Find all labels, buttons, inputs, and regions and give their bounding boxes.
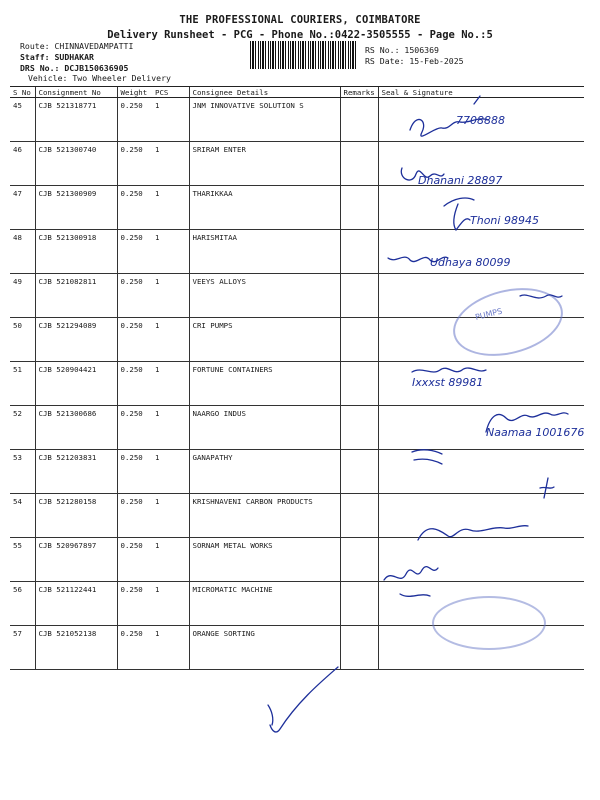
cell-sno: 48 bbox=[10, 230, 35, 274]
cell-seal-signature bbox=[378, 406, 584, 450]
cell-consignment-no: CJB 521300918 bbox=[35, 230, 117, 274]
cell-sno: 47 bbox=[10, 186, 35, 230]
cell-consignee-details: SORNAM METAL WORKS bbox=[189, 538, 340, 582]
cell-sno: 52 bbox=[10, 406, 35, 450]
cell-consignment-no: CJB 521300909 bbox=[35, 186, 117, 230]
cell-consignee-details: VEEYS ALLOYS bbox=[189, 274, 340, 318]
handwritten-48: Thoni 98945 bbox=[470, 214, 539, 227]
cell-pcs: 1 bbox=[152, 538, 189, 582]
cell-consignment-no: CJB 521294089 bbox=[35, 318, 117, 362]
cell-remarks bbox=[340, 142, 378, 186]
rs-date: RS Date: 15-Feb-2025 bbox=[365, 56, 464, 66]
cell-weight: 0.250 bbox=[117, 494, 152, 538]
cell-seal-signature bbox=[378, 98, 584, 142]
company-seal-stamp-2 bbox=[432, 596, 546, 650]
col-seal-header: Seal & Signature bbox=[378, 87, 584, 98]
cell-remarks bbox=[340, 494, 378, 538]
cell-remarks bbox=[340, 98, 378, 142]
cell-consignment-no: CJB 521203831 bbox=[35, 450, 117, 494]
table-header-row bbox=[10, 87, 584, 98]
handwritten-49: Udhaya 80099 bbox=[430, 256, 511, 269]
table-row bbox=[10, 362, 584, 406]
runsheet-subtitle: Delivery Runsheet - PCG - Phone No.:0422-3505555 - Page No.:5 bbox=[107, 29, 493, 41]
cell-weight: 0.250 bbox=[117, 318, 152, 362]
cell-remarks bbox=[340, 186, 378, 230]
cell-seal-signature bbox=[378, 362, 584, 406]
cell-consignment-no: CJB 521082811 bbox=[35, 274, 117, 318]
cell-pcs: 1 bbox=[152, 626, 189, 670]
runsheet-table bbox=[10, 86, 584, 670]
cell-pcs: 1 bbox=[152, 230, 189, 274]
cell-pcs: 1 bbox=[152, 142, 189, 186]
col-consignment-header: Consignment No bbox=[35, 87, 117, 98]
cell-consignment-no: CJB 521052138 bbox=[35, 626, 117, 670]
cell-remarks bbox=[340, 274, 378, 318]
cell-weight: 0.250 bbox=[117, 538, 152, 582]
cell-seal-signature bbox=[378, 494, 584, 538]
runsheet-title: THE PROFESSIONAL COURIERS, COIMBATORE bbox=[179, 14, 421, 26]
cell-sno: 57 bbox=[10, 626, 35, 670]
cell-sno: 53 bbox=[10, 450, 35, 494]
cell-sno: 55 bbox=[10, 538, 35, 582]
cell-sno: 54 bbox=[10, 494, 35, 538]
cell-remarks bbox=[340, 626, 378, 670]
drs-label: DRS No.: DCJB150636905 bbox=[20, 63, 129, 73]
cell-consignment-no: CJB 520967897 bbox=[35, 538, 117, 582]
rs-number: RS No.: 1506369 bbox=[365, 45, 439, 55]
cell-consignee-details: SRIRAM ENTER bbox=[189, 142, 340, 186]
cell-remarks bbox=[340, 318, 378, 362]
cell-weight: 0.250 bbox=[117, 142, 152, 186]
table-row bbox=[10, 494, 584, 538]
cell-pcs: 1 bbox=[152, 450, 189, 494]
cell-sno: 56 bbox=[10, 582, 35, 626]
cell-sno: 50 bbox=[10, 318, 35, 362]
stamp-text: PUMPS bbox=[474, 306, 504, 322]
handwritten-52: Naamaa 1001676 bbox=[486, 426, 585, 439]
cell-pcs: 1 bbox=[152, 582, 189, 626]
cell-pcs: 1 bbox=[152, 406, 189, 450]
cell-weight: 0.250 bbox=[117, 230, 152, 274]
cell-consignment-no: CJB 521122441 bbox=[35, 582, 117, 626]
col-pcs-header: PCS bbox=[152, 87, 189, 98]
cell-consignment-no: CJB 521318771 bbox=[35, 98, 117, 142]
table-row bbox=[10, 98, 584, 142]
cell-weight: 0.250 bbox=[117, 274, 152, 318]
cell-consignee-details: ORANGE SORTING bbox=[189, 626, 340, 670]
cell-consignee-details: CRI PUMPS bbox=[189, 318, 340, 362]
table-row bbox=[10, 450, 584, 494]
cell-remarks bbox=[340, 450, 378, 494]
cell-consignee-details: FORTUNE CONTAINERS bbox=[189, 362, 340, 406]
cell-pcs: 1 bbox=[152, 362, 189, 406]
staff-label: Staff: SUDHAKAR bbox=[20, 52, 94, 62]
cell-remarks bbox=[340, 538, 378, 582]
cell-sno: 45 bbox=[10, 98, 35, 142]
cell-remarks bbox=[340, 406, 378, 450]
cell-seal-signature bbox=[378, 450, 584, 494]
cell-weight: 0.250 bbox=[117, 626, 152, 670]
cell-consignment-no: CJB 520904421 bbox=[35, 362, 117, 406]
cell-weight: 0.250 bbox=[117, 98, 152, 142]
signature-bottom bbox=[268, 667, 338, 732]
cell-pcs: 1 bbox=[152, 98, 189, 142]
col-remarks-header: Remarks bbox=[340, 87, 378, 98]
cell-sno: 49 bbox=[10, 274, 35, 318]
cell-consignee-details: HARISMITAA bbox=[189, 230, 340, 274]
cell-weight: 0.250 bbox=[117, 450, 152, 494]
route-label: Route: CHINNAVEDAMPATTI bbox=[20, 41, 134, 51]
cell-seal-signature bbox=[378, 142, 584, 186]
col-sno-header: S No bbox=[10, 87, 35, 98]
cell-consignee-details: GANAPATHY bbox=[189, 450, 340, 494]
cell-pcs: 1 bbox=[152, 186, 189, 230]
cell-consignee-details: NAARGO INDUS bbox=[189, 406, 340, 450]
cell-pcs: 1 bbox=[152, 274, 189, 318]
cell-remarks bbox=[340, 230, 378, 274]
cell-seal-signature bbox=[378, 538, 584, 582]
cell-remarks bbox=[340, 362, 378, 406]
cell-consignee-details: JNM INNOVATIVE SOLUTION S bbox=[189, 98, 340, 142]
cell-consignee-details: MICROMATIC MACHINE bbox=[189, 582, 340, 626]
table-row bbox=[10, 406, 584, 450]
cell-seal-signature bbox=[378, 186, 584, 230]
table-row bbox=[10, 186, 584, 230]
cell-remarks bbox=[340, 582, 378, 626]
cell-consignee-details: THARIKKAA bbox=[189, 186, 340, 230]
table-row bbox=[10, 538, 584, 582]
handwritten-51: Ixxxst 89981 bbox=[412, 376, 484, 389]
cell-consignment-no: CJB 521300740 bbox=[35, 142, 117, 186]
cell-pcs: 1 bbox=[152, 494, 189, 538]
vehicle-label: Vehicle: Two Wheeler Delivery bbox=[28, 73, 171, 83]
table-row bbox=[10, 230, 584, 274]
cell-pcs: 1 bbox=[152, 318, 189, 362]
cell-consignee-details: KRISHNAVENI CARBON PRODUCTS bbox=[189, 494, 340, 538]
cell-consignment-no: CJB 521280158 bbox=[35, 494, 117, 538]
cell-consignment-no: CJB 521300686 bbox=[35, 406, 117, 450]
cell-weight: 0.250 bbox=[117, 582, 152, 626]
col-details-header: Consignee Details bbox=[189, 87, 340, 98]
table-row bbox=[10, 142, 584, 186]
barcode bbox=[250, 41, 358, 69]
cell-weight: 0.250 bbox=[117, 362, 152, 406]
handwritten-45: 7708888 bbox=[456, 114, 505, 127]
cell-sno: 51 bbox=[10, 362, 35, 406]
cell-seal-signature bbox=[378, 230, 584, 274]
cell-weight: 0.250 bbox=[117, 406, 152, 450]
col-weight-header: Weight bbox=[117, 87, 152, 98]
cell-sno: 46 bbox=[10, 142, 35, 186]
cell-weight: 0.250 bbox=[117, 186, 152, 230]
handwritten-47: Dhanani 28897 bbox=[418, 174, 503, 187]
